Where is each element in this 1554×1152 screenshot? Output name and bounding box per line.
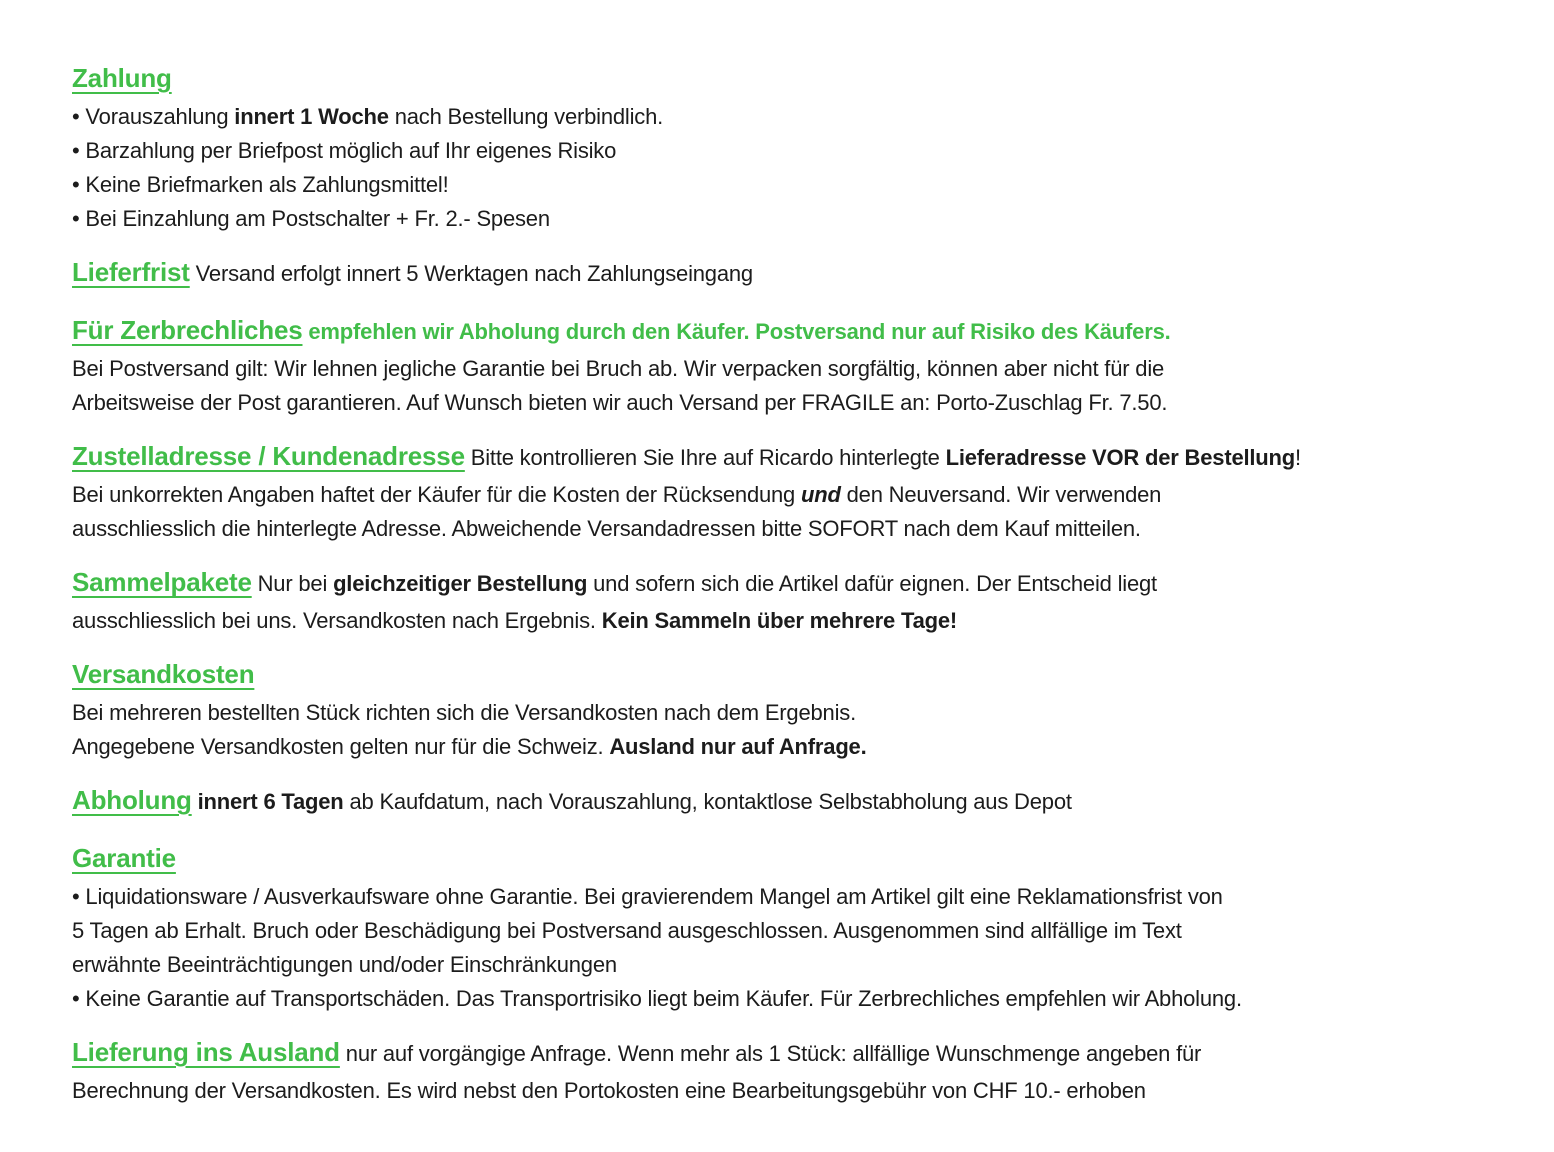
section-lieferfrist [72,252,1482,294]
zerbrechliches-body-line-1 [72,352,1482,386]
text-run: 5 Tagen ab Erhalt. Bruch oder Beschädigung bei Postversand ausgeschlossen. Ausgenommen sind allfällige im Text [72,918,1182,943]
zerbrechliches-lead-line [72,310,1482,352]
text-run: • Liquidationsware / Ausverkaufsware ohne Garantie. Bei gravierendem Mangel am Artikel gilt eine Reklamationsfrist von [72,884,1223,909]
zahlung-bullet-4 [72,202,1482,236]
versandkosten-body-line-2 [72,730,1482,764]
text-run-bold: Ausland nur auf Anfrage. [609,734,867,759]
heading-zahlung [72,58,1482,100]
text-run: • Barzahlung per Briefpost möglich auf Ihr eigenes Risiko [72,138,617,163]
zustelladresse-body-line-2 [72,512,1482,546]
text-run: Nur bei [251,571,334,596]
abholung-line [72,780,1482,822]
text-run: Arbeitsweise der Post garantieren. Auf Wunsch bieten wir auch Versand per FRAGILE an: Porto-Zuschlag Fr. 7.50. [72,390,1168,415]
garantie-bullet-2 [72,982,1482,1016]
text-run: Bei Postversand gilt: Wir lehnen jegliche Garantie bei Bruch ab. Wir verpacken sorgfältig, können aber nicht für die [72,356,1165,381]
text-run: Berechnung der Versandkosten. Es wird nebst den Portokosten eine Bearbeitungsgebühr von CHF 10.- erhoben [72,1078,1146,1103]
text-run-bold: gleichzeitiger Bestellung [333,571,588,596]
text-run: Bei mehreren bestellten Stück richten sich die Versandkosten nach dem Ergebnis. [72,700,856,725]
sammelpakete-lead-line [72,562,1482,604]
text-run-bold: Kein Sammeln über mehrere Tage! [601,608,958,633]
text-run-bold: innert 6 Tagen [197,789,344,814]
heading-versandkosten [72,654,1482,696]
text-run: • Vorauszahlung [72,104,235,129]
text-run: • Keine Briefmarken als Zahlungsmittel! [72,172,449,197]
heading-zustelladresse-text: Zustelladresse / Kundenadresse [72,441,465,471]
lieferfrist-line [72,252,1482,294]
section-garantie [72,838,1482,1016]
garantie-bullet-1-line-3 [72,948,1482,982]
section-ausland [72,1032,1482,1108]
text-run-green-bold: empfehlen wir Abholung durch den Käufer. Postversand nur auf Risiko des Käufers. [302,319,1171,344]
heading-versandkosten-text: Versandkosten [72,659,255,689]
section-versandkosten [72,654,1482,764]
section-zerbrechliches [72,310,1482,420]
text-run: Bitte kontrollieren Sie Ihre auf Ricardo hinterlegte [464,445,946,470]
text-run-bold: Lieferadresse VOR der Bestellung [945,445,1296,470]
zahlung-bullet-1 [72,100,1482,134]
zahlung-bullet-2 [72,134,1482,168]
section-abholung [72,780,1482,822]
text-run: ausschliesslich bei uns. Versandkosten nach Ergebnis. [72,608,602,633]
heading-zerbrechliches-text: Für Zerbrechliches [72,315,303,345]
text-run: Angegebene Versandkosten gelten nur für die Schweiz. [72,734,610,759]
text-run: ausschliesslich die hinterlegte Adresse. Abweichende Versandadressen bitte SOFORT nach dem Kauf mitteilen. [72,516,1141,541]
heading-garantie-text: Garantie [72,843,176,873]
sammelpakete-body-line [72,604,1482,638]
text-run: und sofern sich die Artikel dafür eignen. Der Entscheid liegt [587,571,1157,596]
heading-garantie [72,838,1482,880]
ausland-lead-line [72,1032,1482,1074]
zustelladresse-lead-line [72,436,1482,478]
text-run: • Keine Garantie auf Transportschäden. Das Transportrisiko liegt beim Käufer. Für Zerbrechliches empfehlen wir Abholung. [72,986,1242,1011]
text-run: ab Kaufdatum, nach Vorauszahlung, kontaktlose Selbstabholung aus Depot [343,789,1072,814]
text-run-bold: innert 1 Woche [234,104,389,129]
section-zustelladresse [72,436,1482,546]
zustelladresse-body-line-1 [72,478,1482,512]
text-run: Versand erfolgt innert 5 Werktagen nach Zahlungseingang [189,261,753,286]
heading-abholung-text: Abholung [72,785,192,815]
text-run: erwähnte Beeinträchtigungen und/oder Einschränkungen [72,952,617,977]
section-zahlung [72,58,1482,236]
heading-zahlung-text: Zahlung [72,63,172,93]
zerbrechliches-body-line-2 [72,386,1482,420]
text-run-bold-italic: und [801,482,841,507]
text-run: Bei unkorrekten Angaben haftet der Käufer für die Kosten der Rücksendung [72,482,801,507]
versandkosten-body-line-1 [72,696,1482,730]
heading-sammelpakete-text: Sammelpakete [72,567,252,597]
section-sammelpakete [72,562,1482,638]
text-run: den Neuversand. Wir verwenden [840,482,1162,507]
text-run: • Bei Einzahlung am Postschalter + Fr. 2.- Spesen [72,206,550,231]
text-run: nach Bestellung verbindlich. [388,104,664,129]
heading-lieferfrist-text: Lieferfrist [72,257,190,287]
garantie-bullet-1-line-2 [72,914,1482,948]
text-run: nur auf vorgängige Anfrage. Wenn mehr als 1 Stück: allfällige Wunschmenge angeben für [339,1041,1202,1066]
heading-ausland-text: Lieferung ins Ausland [72,1037,340,1067]
zahlung-bullet-3 [72,168,1482,202]
ausland-body-line [72,1074,1482,1108]
garantie-bullet-1-line-1 [72,880,1482,914]
text-run: ! [1295,445,1301,470]
